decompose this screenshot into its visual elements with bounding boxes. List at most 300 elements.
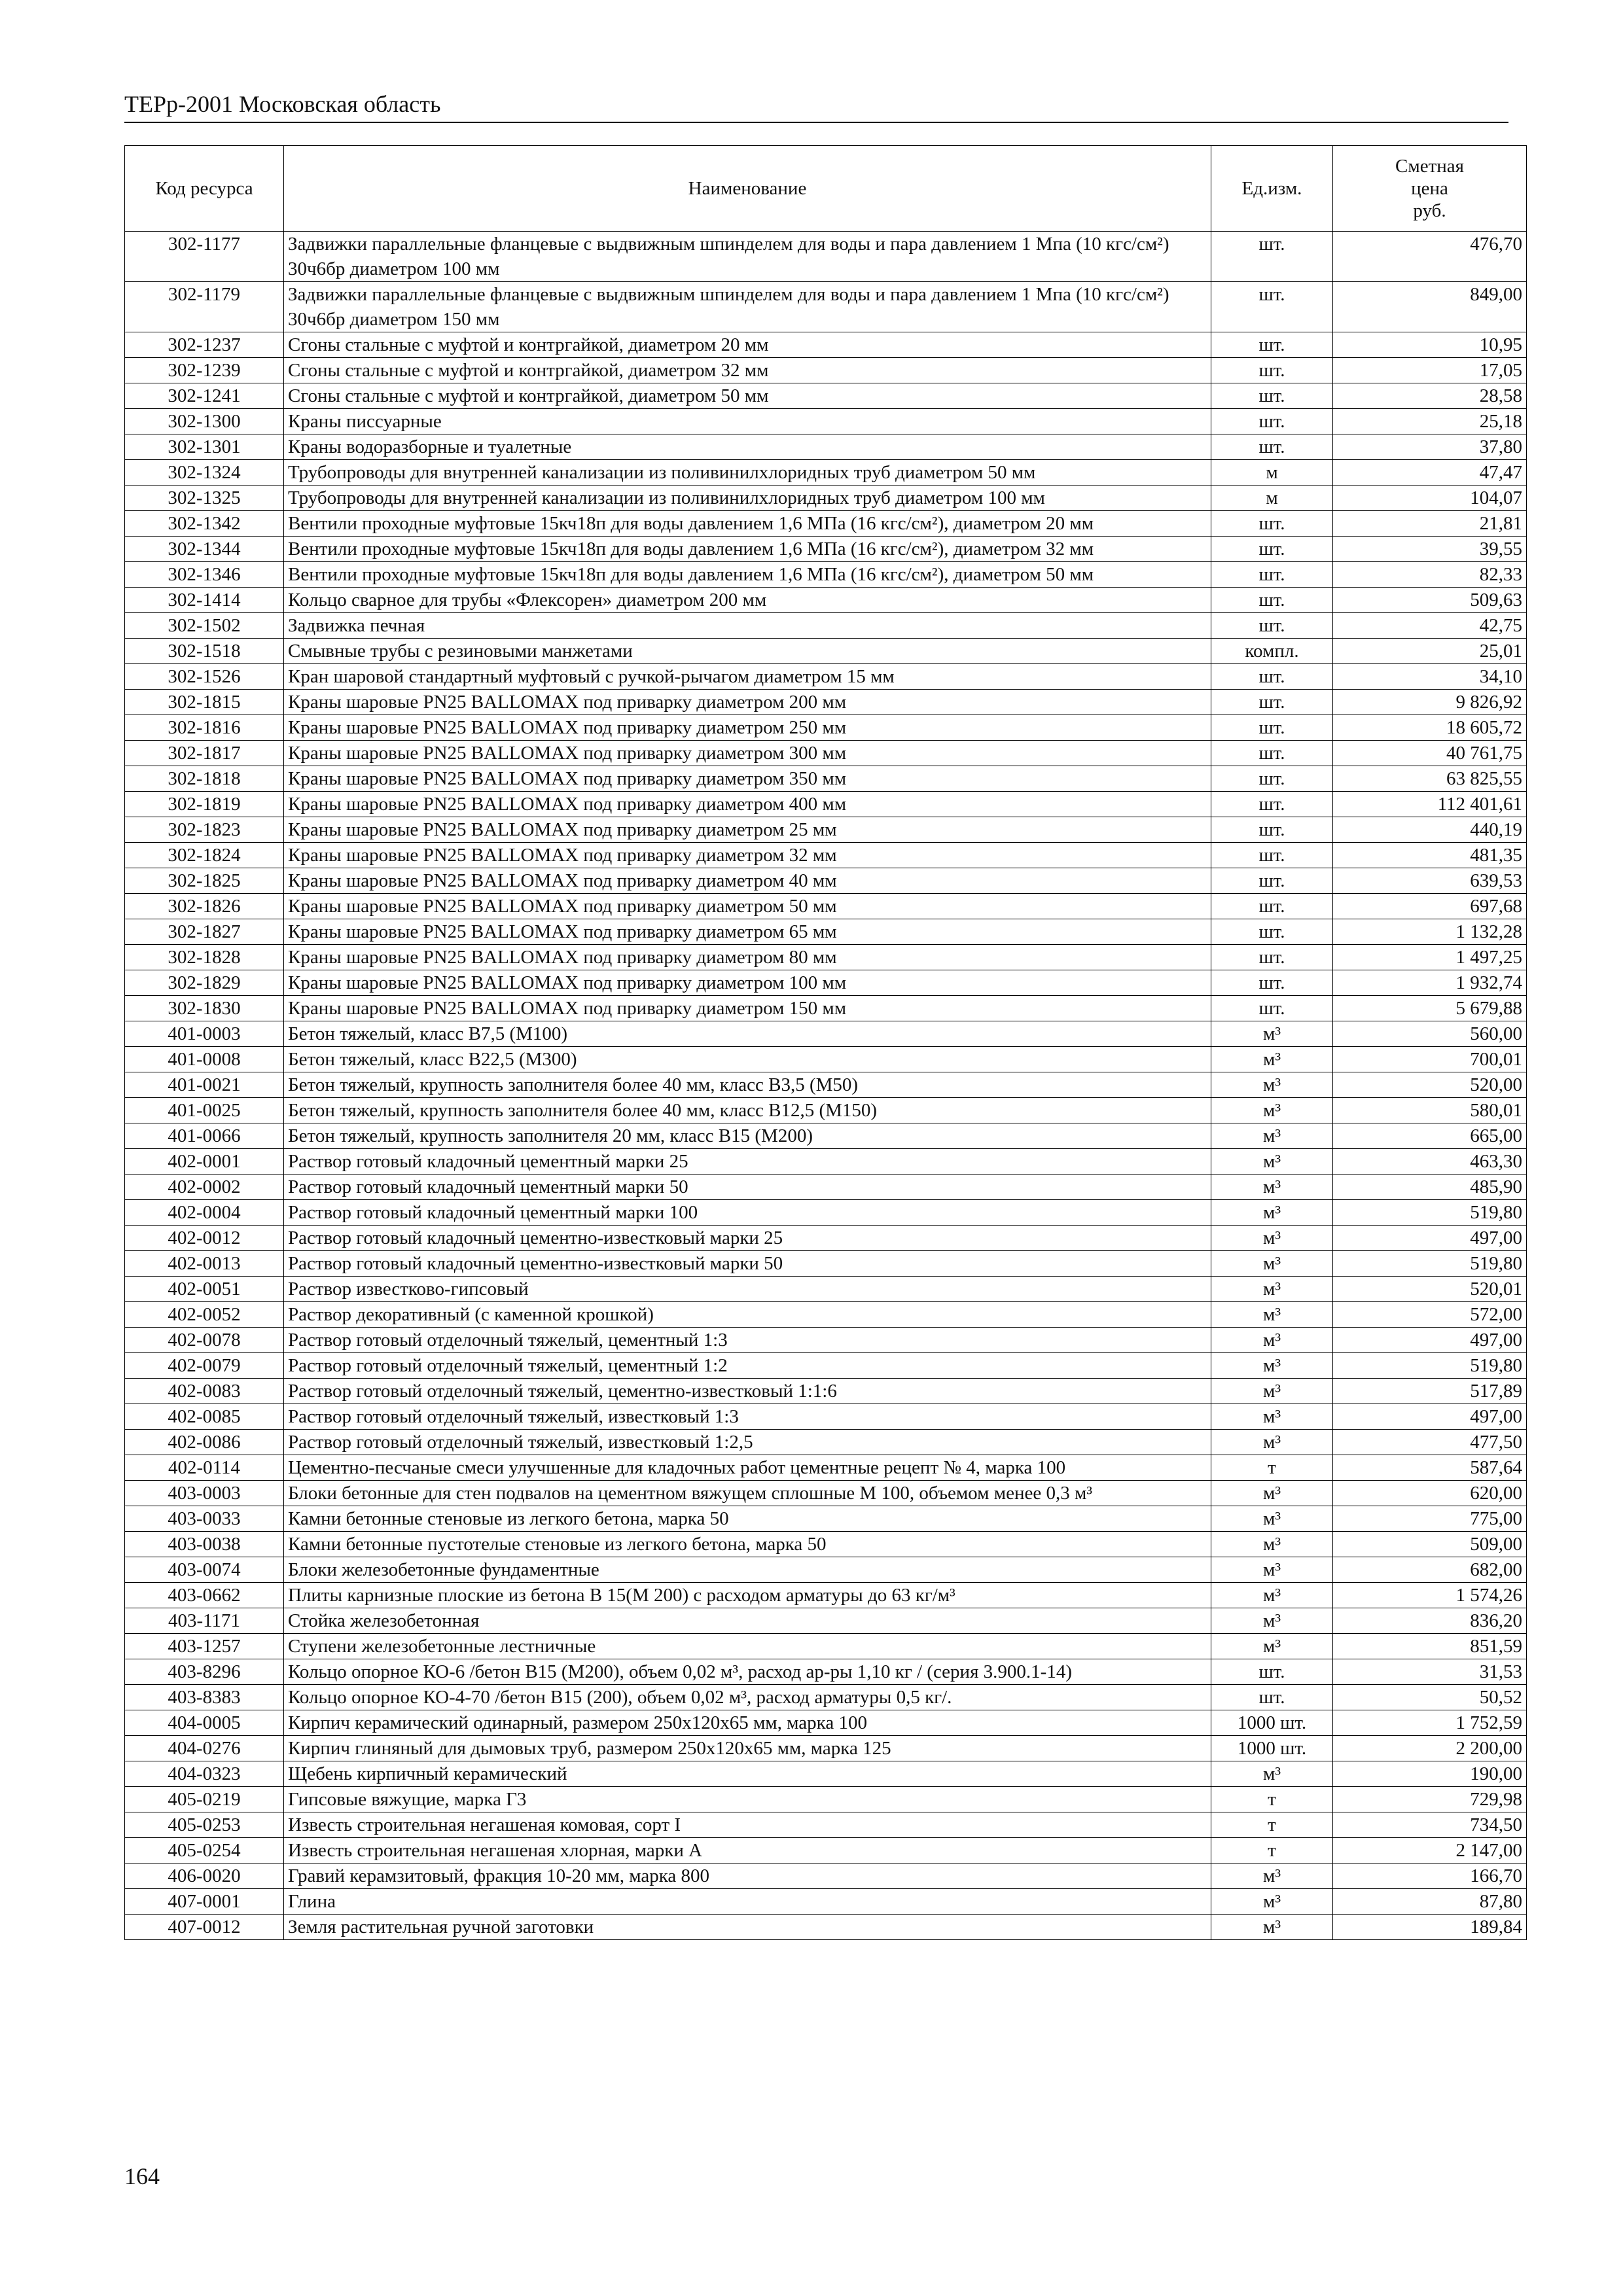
- column-header-price-line2: цена: [1411, 178, 1448, 199]
- cell-unit: шт.: [1211, 1659, 1333, 1685]
- cell-price: 851,59: [1333, 1634, 1527, 1659]
- cell-price: 2 147,00: [1333, 1838, 1527, 1863]
- cell-price: 485,90: [1333, 1174, 1527, 1200]
- table-row: [125, 1583, 1527, 1608]
- cell-unit: шт.: [1211, 919, 1333, 945]
- cell-code: 302-1823: [125, 817, 284, 843]
- cell-unit: шт.: [1211, 383, 1333, 409]
- cell-unit: м³: [1211, 1532, 1333, 1557]
- column-header-price-line3: руб.: [1413, 200, 1446, 221]
- cell-unit: шт.: [1211, 332, 1333, 358]
- cell-code: 405-0254: [125, 1838, 284, 1863]
- cell-unit: м³: [1211, 1226, 1333, 1251]
- cell-unit: шт.: [1211, 358, 1333, 383]
- table-row: [125, 945, 1527, 970]
- cell-code: 403-1171: [125, 1608, 284, 1634]
- cell-name: Бетон тяжелый, крупность заполнителя 20 мм, класс В15 (М200): [284, 1123, 1211, 1149]
- cell-unit: м³: [1211, 1123, 1333, 1149]
- cell-code: 302-1827: [125, 919, 284, 945]
- cell-code: 407-0012: [125, 1915, 284, 1940]
- cell-name: Краны шаровые PN25 BALLOMAX под приварку диаметром 65 мм: [284, 919, 1211, 945]
- cell-unit: м³: [1211, 1149, 1333, 1174]
- cell-code: 302-1414: [125, 588, 284, 613]
- cell-unit: шт.: [1211, 766, 1333, 792]
- cell-unit: т: [1211, 1838, 1333, 1863]
- cell-price: 63 825,55: [1333, 766, 1527, 792]
- cell-unit: шт.: [1211, 232, 1333, 282]
- cell-name: Краны шаровые PN25 BALLOMAX под приварку диаметром 250 мм: [284, 715, 1211, 741]
- cell-code: 302-1324: [125, 460, 284, 486]
- table-row: [125, 562, 1527, 588]
- table-header-row: [125, 146, 1527, 232]
- table-row: [125, 1174, 1527, 1200]
- cell-name: Глина: [284, 1889, 1211, 1915]
- cell-name: Раствор готовый кладочный цементно-известковый марки 50: [284, 1251, 1211, 1277]
- table-row: [125, 1455, 1527, 1481]
- cell-unit: м³: [1211, 1328, 1333, 1353]
- cell-code: 302-1518: [125, 639, 284, 664]
- cell-price: 700,01: [1333, 1047, 1527, 1072]
- cell-unit: м³: [1211, 1021, 1333, 1047]
- cell-price: 519,80: [1333, 1251, 1527, 1277]
- cell-price: 620,00: [1333, 1481, 1527, 1506]
- cell-unit: т: [1211, 1787, 1333, 1812]
- cell-code: 404-0276: [125, 1736, 284, 1761]
- cell-name: Раствор готовый отделочный тяжелый, цементный 1:3: [284, 1328, 1211, 1353]
- cell-unit: м³: [1211, 1430, 1333, 1455]
- cell-name: Задвижки параллельные фланцевые с выдвижным шпинделем для воды и пара давлением 1 Мпа (10 кгс/см²) 30ч6бр диаметром 150 мм: [284, 282, 1211, 332]
- table-row: [125, 1710, 1527, 1736]
- cell-name: Земля растительная ручной заготовки: [284, 1915, 1211, 1940]
- column-header-price-line1: Сметная: [1395, 156, 1464, 177]
- cell-name: Трубопроводы для внутренней канализации из поливинилхлоридных труб диаметром 100 мм: [284, 486, 1211, 511]
- cell-code: 403-8383: [125, 1685, 284, 1710]
- cell-code: 302-1241: [125, 383, 284, 409]
- cell-code: 302-1301: [125, 434, 284, 460]
- cell-unit: шт.: [1211, 409, 1333, 434]
- cell-price: 497,00: [1333, 1328, 1527, 1353]
- cell-code: 302-1828: [125, 945, 284, 970]
- cell-name: Задвижка печная: [284, 613, 1211, 639]
- table-row: [125, 434, 1527, 460]
- cell-name: Раствор известково-гипсовый: [284, 1277, 1211, 1302]
- cell-name: Краны шаровые PN25 BALLOMAX под приварку диаметром 300 мм: [284, 741, 1211, 766]
- table-row: [125, 792, 1527, 817]
- cell-price: 775,00: [1333, 1506, 1527, 1532]
- table-row: [125, 1251, 1527, 1277]
- table-row: [125, 970, 1527, 996]
- cell-name: Вентили проходные муфтовые 15кч18п для воды давлением 1,6 МПа (16 кгс/см²), диаметром 20 мм: [284, 511, 1211, 537]
- table-row: [125, 1302, 1527, 1328]
- table-row: [125, 741, 1527, 766]
- cell-unit: шт.: [1211, 817, 1333, 843]
- table-row: [125, 1226, 1527, 1251]
- cell-unit: м³: [1211, 1174, 1333, 1200]
- cell-unit: м³: [1211, 1583, 1333, 1608]
- cell-name: Ступени железобетонные лестничные: [284, 1634, 1211, 1659]
- cell-price: 42,75: [1333, 613, 1527, 639]
- cell-price: 682,00: [1333, 1557, 1527, 1583]
- cell-code: 402-0004: [125, 1200, 284, 1226]
- cell-name: Известь строительная негашеная комовая, сорт I: [284, 1812, 1211, 1838]
- cell-unit: м³: [1211, 1557, 1333, 1583]
- cell-price: 190,00: [1333, 1761, 1527, 1787]
- cell-code: 402-0078: [125, 1328, 284, 1353]
- cell-name: Вентили проходные муфтовые 15кч18п для воды давлением 1,6 МПа (16 кгс/см²), диаметром 50 мм: [284, 562, 1211, 588]
- table-row: [125, 1787, 1527, 1812]
- cell-price: 520,00: [1333, 1072, 1527, 1098]
- cell-name: Смывные трубы с резиновыми манжетами: [284, 639, 1211, 664]
- cell-price: 1 752,59: [1333, 1710, 1527, 1736]
- column-header-price: [1333, 146, 1527, 232]
- cell-name: Кран шаровой стандартный муфтовый с ручкой-рычагом диаметром 15 мм: [284, 664, 1211, 690]
- table-row: [125, 715, 1527, 741]
- cell-code: 407-0001: [125, 1889, 284, 1915]
- cell-name: Щебень кирпичный керамический: [284, 1761, 1211, 1787]
- cell-price: 87,80: [1333, 1889, 1527, 1915]
- table-row: [125, 868, 1527, 894]
- cell-code: 302-1179: [125, 282, 284, 332]
- cell-price: 587,64: [1333, 1455, 1527, 1481]
- cell-unit: т: [1211, 1455, 1333, 1481]
- column-header-unit: Ед.изм.: [1211, 146, 1333, 232]
- cell-price: 50,52: [1333, 1685, 1527, 1710]
- cell-code: 302-1502: [125, 613, 284, 639]
- cell-unit: м³: [1211, 1098, 1333, 1123]
- table-body: [125, 232, 1527, 1940]
- cell-price: 112 401,61: [1333, 792, 1527, 817]
- table-row: [125, 511, 1527, 537]
- cell-price: 104,07: [1333, 486, 1527, 511]
- cell-unit: м³: [1211, 1608, 1333, 1634]
- table-row: [125, 996, 1527, 1021]
- cell-name: Краны шаровые PN25 BALLOMAX под приварку диаметром 40 мм: [284, 868, 1211, 894]
- cell-price: 31,53: [1333, 1659, 1527, 1685]
- cell-code: 302-1818: [125, 766, 284, 792]
- cell-code: 302-1815: [125, 690, 284, 715]
- cell-code: 401-0025: [125, 1098, 284, 1123]
- table-row: [125, 383, 1527, 409]
- table-row: [125, 1430, 1527, 1455]
- cell-price: 639,53: [1333, 868, 1527, 894]
- cell-price: 47,47: [1333, 460, 1527, 486]
- cell-name: Раствор готовый отделочный тяжелый, известковый 1:3: [284, 1404, 1211, 1430]
- cell-code: 402-0013: [125, 1251, 284, 1277]
- cell-name: Трубопроводы для внутренней канализации из поливинилхлоридных труб диаметром 50 мм: [284, 460, 1211, 486]
- cell-price: 1 497,25: [1333, 945, 1527, 970]
- table-row: [125, 1072, 1527, 1098]
- table-row: [125, 1123, 1527, 1149]
- cell-name: Краны шаровые PN25 BALLOMAX под приварку диаметром 32 мм: [284, 843, 1211, 868]
- cell-price: 497,00: [1333, 1404, 1527, 1430]
- cell-code: 401-0008: [125, 1047, 284, 1072]
- cell-name: Сгоны стальные с муфтой и контргайкой, диаметром 20 мм: [284, 332, 1211, 358]
- table-row: [125, 1557, 1527, 1583]
- cell-code: 402-0079: [125, 1353, 284, 1379]
- page-number: 164: [124, 2163, 160, 2189]
- header-divider: [124, 122, 1508, 123]
- cell-unit: шт.: [1211, 562, 1333, 588]
- cell-name: Бетон тяжелый, класс В22,5 (М300): [284, 1047, 1211, 1072]
- table-row: [125, 843, 1527, 868]
- table-row: [125, 1200, 1527, 1226]
- cell-unit: м³: [1211, 1761, 1333, 1787]
- table-row: [125, 232, 1527, 282]
- cell-name: Цементно-песчаные смеси улучшенные для кладочных работ цементные рецепт № 4, марка 100: [284, 1455, 1211, 1481]
- cell-price: 166,70: [1333, 1863, 1527, 1889]
- cell-unit: 1000 шт.: [1211, 1736, 1333, 1761]
- cell-code: 406-0020: [125, 1863, 284, 1889]
- table-row: [125, 1379, 1527, 1404]
- cell-code: 402-0083: [125, 1379, 284, 1404]
- cell-unit: м³: [1211, 1506, 1333, 1532]
- cell-name: Стойка железобетонная: [284, 1608, 1211, 1634]
- cell-unit: компл.: [1211, 639, 1333, 664]
- table-row: [125, 460, 1527, 486]
- cell-name: Камни бетонные стеновые из легкого бетона, марка 50: [284, 1506, 1211, 1532]
- table-row: [125, 1328, 1527, 1353]
- cell-name: Кольцо опорное КО-4-70 /бетон В15 (200), объем 0,02 м³, расход арматуры 0,5 кг/.: [284, 1685, 1211, 1710]
- cell-price: 1 132,28: [1333, 919, 1527, 945]
- cell-name: Гипсовые вяжущие, марка Г3: [284, 1787, 1211, 1812]
- cell-price: 25,18: [1333, 409, 1527, 434]
- cell-unit: м³: [1211, 1379, 1333, 1404]
- cell-code: 302-1829: [125, 970, 284, 996]
- resource-price-table: [124, 145, 1527, 1940]
- table-row: [125, 1532, 1527, 1557]
- cell-code: 401-0003: [125, 1021, 284, 1047]
- cell-name: Краны шаровые PN25 BALLOMAX под приварку диаметром 350 мм: [284, 766, 1211, 792]
- cell-unit: шт.: [1211, 715, 1333, 741]
- cell-price: 189,84: [1333, 1915, 1527, 1940]
- cell-name: Гравий керамзитовый, фракция 10-20 мм, марка 800: [284, 1863, 1211, 1889]
- table-row: [125, 1149, 1527, 1174]
- cell-price: 697,68: [1333, 894, 1527, 919]
- cell-unit: м³: [1211, 1915, 1333, 1940]
- cell-unit: м³: [1211, 1200, 1333, 1226]
- cell-name: Плиты карнизные плоские из бетона В 15(М 200) с расходом арматуры до 63 кг/м³: [284, 1583, 1211, 1608]
- cell-unit: м³: [1211, 1404, 1333, 1430]
- table-row: [125, 919, 1527, 945]
- cell-code: 302-1177: [125, 232, 284, 282]
- table-row: [125, 1021, 1527, 1047]
- page-header-title: ТЕРр-2001 Московская область: [124, 91, 441, 117]
- cell-code: 403-0003: [125, 1481, 284, 1506]
- table-row: [125, 1863, 1527, 1889]
- cell-price: 82,33: [1333, 562, 1527, 588]
- cell-price: 17,05: [1333, 358, 1527, 383]
- table-row: [125, 639, 1527, 664]
- table-row: [125, 282, 1527, 332]
- cell-name: Раствор готовый кладочный цементный марки 25: [284, 1149, 1211, 1174]
- table-row: [125, 817, 1527, 843]
- table-row: [125, 1685, 1527, 1710]
- cell-name: Вентили проходные муфтовые 15кч18п для воды давлением 1,6 МПа (16 кгс/см²), диаметром 32 мм: [284, 537, 1211, 562]
- cell-name: Краны писсуарные: [284, 409, 1211, 434]
- cell-code: 402-0052: [125, 1302, 284, 1328]
- cell-unit: шт.: [1211, 664, 1333, 690]
- cell-name: Краны шаровые PN25 BALLOMAX под приварку диаметром 80 мм: [284, 945, 1211, 970]
- cell-price: 836,20: [1333, 1608, 1527, 1634]
- cell-name: Камни бетонные пустотелые стеновые из легкого бетона, марка 50: [284, 1532, 1211, 1557]
- cell-unit: шт.: [1211, 894, 1333, 919]
- cell-price: 40 761,75: [1333, 741, 1527, 766]
- cell-unit: м³: [1211, 1634, 1333, 1659]
- cell-name: Краны шаровые PN25 BALLOMAX под приварку диаметром 200 мм: [284, 690, 1211, 715]
- cell-code: 302-1325: [125, 486, 284, 511]
- cell-price: 519,80: [1333, 1200, 1527, 1226]
- table-row: [125, 894, 1527, 919]
- cell-price: 572,00: [1333, 1302, 1527, 1328]
- cell-price: 519,80: [1333, 1353, 1527, 1379]
- cell-code: 403-0662: [125, 1583, 284, 1608]
- cell-code: 403-1257: [125, 1634, 284, 1659]
- cell-unit: шт.: [1211, 588, 1333, 613]
- cell-unit: м³: [1211, 1072, 1333, 1098]
- cell-price: 476,70: [1333, 232, 1527, 282]
- cell-code: 403-8296: [125, 1659, 284, 1685]
- cell-price: 729,98: [1333, 1787, 1527, 1812]
- cell-price: 1 932,74: [1333, 970, 1527, 996]
- cell-name: Раствор готовый кладочный цементно-известковый марки 25: [284, 1226, 1211, 1251]
- cell-code: 402-0001: [125, 1149, 284, 1174]
- cell-code: 402-0051: [125, 1277, 284, 1302]
- cell-code: 403-0074: [125, 1557, 284, 1583]
- cell-name: Краны водоразборные и туалетные: [284, 434, 1211, 460]
- cell-unit: шт.: [1211, 434, 1333, 460]
- cell-code: 302-1824: [125, 843, 284, 868]
- cell-unit: т: [1211, 1812, 1333, 1838]
- cell-name: Известь строительная негашеная хлорная, марки А: [284, 1838, 1211, 1863]
- cell-code: 302-1342: [125, 511, 284, 537]
- cell-name: Сгоны стальные с муфтой и контргайкой, диаметром 50 мм: [284, 383, 1211, 409]
- cell-name: Раствор готовый отделочный тяжелый, известковый 1:2,5: [284, 1430, 1211, 1455]
- table-row: [125, 409, 1527, 434]
- cell-price: 9 826,92: [1333, 690, 1527, 715]
- cell-price: 440,19: [1333, 817, 1527, 843]
- cell-unit: м³: [1211, 1047, 1333, 1072]
- cell-name: Кирпич керамический одинарный, размером 250х120х65 мм, марка 100: [284, 1710, 1211, 1736]
- cell-unit: м³: [1211, 1353, 1333, 1379]
- cell-name: Сгоны стальные с муфтой и контргайкой, диаметром 32 мм: [284, 358, 1211, 383]
- cell-price: 5 679,88: [1333, 996, 1527, 1021]
- cell-name: Раствор готовый отделочный тяжелый, цементный 1:2: [284, 1353, 1211, 1379]
- cell-price: 481,35: [1333, 843, 1527, 868]
- cell-name: Краны шаровые PN25 BALLOMAX под приварку диаметром 50 мм: [284, 894, 1211, 919]
- cell-price: 734,50: [1333, 1812, 1527, 1838]
- column-header-code: Код ресурса: [125, 146, 284, 232]
- cell-unit: м³: [1211, 1302, 1333, 1328]
- table-row: [125, 486, 1527, 511]
- cell-name: Блоки железобетонные фундаментные: [284, 1557, 1211, 1583]
- table-row: [125, 1736, 1527, 1761]
- table-row: [125, 1915, 1527, 1940]
- cell-unit: м³: [1211, 1481, 1333, 1506]
- cell-price: 25,01: [1333, 639, 1527, 664]
- table-row: [125, 1608, 1527, 1634]
- cell-name: Задвижки параллельные фланцевые с выдвижным шпинделем для воды и пара давлением 1 Мпа (10 кгс/см²) 30ч6бр диаметром 100 мм: [284, 232, 1211, 282]
- cell-unit: шт.: [1211, 970, 1333, 996]
- table-row: [125, 588, 1527, 613]
- cell-code: 302-1237: [125, 332, 284, 358]
- cell-price: 580,01: [1333, 1098, 1527, 1123]
- table-row: [125, 537, 1527, 562]
- cell-unit: шт.: [1211, 996, 1333, 1021]
- table-row: [125, 1634, 1527, 1659]
- cell-name: Краны шаровые PN25 BALLOMAX под приварку диаметром 25 мм: [284, 817, 1211, 843]
- cell-name: Раствор декоративный (с каменной крошкой): [284, 1302, 1211, 1328]
- cell-price: 37,80: [1333, 434, 1527, 460]
- cell-unit: м³: [1211, 1277, 1333, 1302]
- table-row: [125, 1659, 1527, 1685]
- cell-code: 402-0114: [125, 1455, 284, 1481]
- cell-price: 2 200,00: [1333, 1736, 1527, 1761]
- cell-unit: м³: [1211, 1251, 1333, 1277]
- cell-code: 401-0066: [125, 1123, 284, 1149]
- cell-code: 405-0253: [125, 1812, 284, 1838]
- cell-name: Бетон тяжелый, крупность заполнителя более 40 мм, класс В12,5 (М150): [284, 1098, 1211, 1123]
- table-row: [125, 1481, 1527, 1506]
- cell-code: 402-0085: [125, 1404, 284, 1430]
- table-row: [125, 1098, 1527, 1123]
- cell-unit: м: [1211, 486, 1333, 511]
- table-row: [125, 1353, 1527, 1379]
- cell-unit: 1000 шт.: [1211, 1710, 1333, 1736]
- cell-code: 405-0219: [125, 1787, 284, 1812]
- cell-name: Бетон тяжелый, класс В7,5 (М100): [284, 1021, 1211, 1047]
- cell-price: 509,00: [1333, 1532, 1527, 1557]
- cell-price: 1 574,26: [1333, 1583, 1527, 1608]
- cell-unit: шт.: [1211, 792, 1333, 817]
- cell-code: 302-1300: [125, 409, 284, 434]
- table-row: [125, 358, 1527, 383]
- table-row: [125, 1761, 1527, 1787]
- cell-unit: шт.: [1211, 945, 1333, 970]
- cell-code: 404-0005: [125, 1710, 284, 1736]
- cell-unit: шт.: [1211, 511, 1333, 537]
- cell-unit: шт.: [1211, 868, 1333, 894]
- cell-code: 302-1816: [125, 715, 284, 741]
- cell-code: 302-1344: [125, 537, 284, 562]
- column-header-name: Наименование: [284, 146, 1211, 232]
- cell-price: 21,81: [1333, 511, 1527, 537]
- cell-unit: м: [1211, 460, 1333, 486]
- cell-unit: м³: [1211, 1889, 1333, 1915]
- cell-code: 302-1825: [125, 868, 284, 894]
- table-row: [125, 1889, 1527, 1915]
- table-row: [125, 1047, 1527, 1072]
- cell-code: 302-1826: [125, 894, 284, 919]
- cell-price: 18 605,72: [1333, 715, 1527, 741]
- cell-price: 560,00: [1333, 1021, 1527, 1047]
- cell-unit: шт.: [1211, 1685, 1333, 1710]
- cell-code: 401-0021: [125, 1072, 284, 1098]
- cell-unit: шт.: [1211, 613, 1333, 639]
- cell-name: Кирпич глиняный для дымовых труб, размером 250х120х65 мм, марка 125: [284, 1736, 1211, 1761]
- cell-price: 39,55: [1333, 537, 1527, 562]
- cell-price: 520,01: [1333, 1277, 1527, 1302]
- table-row: [125, 690, 1527, 715]
- cell-name: Кольцо сварное для трубы «Флексорен» диаметром 200 мм: [284, 588, 1211, 613]
- cell-price: 849,00: [1333, 282, 1527, 332]
- cell-code: 403-0033: [125, 1506, 284, 1532]
- table-row: [125, 664, 1527, 690]
- table-row: [125, 613, 1527, 639]
- cell-price: 497,00: [1333, 1226, 1527, 1251]
- cell-unit: шт.: [1211, 741, 1333, 766]
- table-row: [125, 1812, 1527, 1838]
- cell-code: 302-1819: [125, 792, 284, 817]
